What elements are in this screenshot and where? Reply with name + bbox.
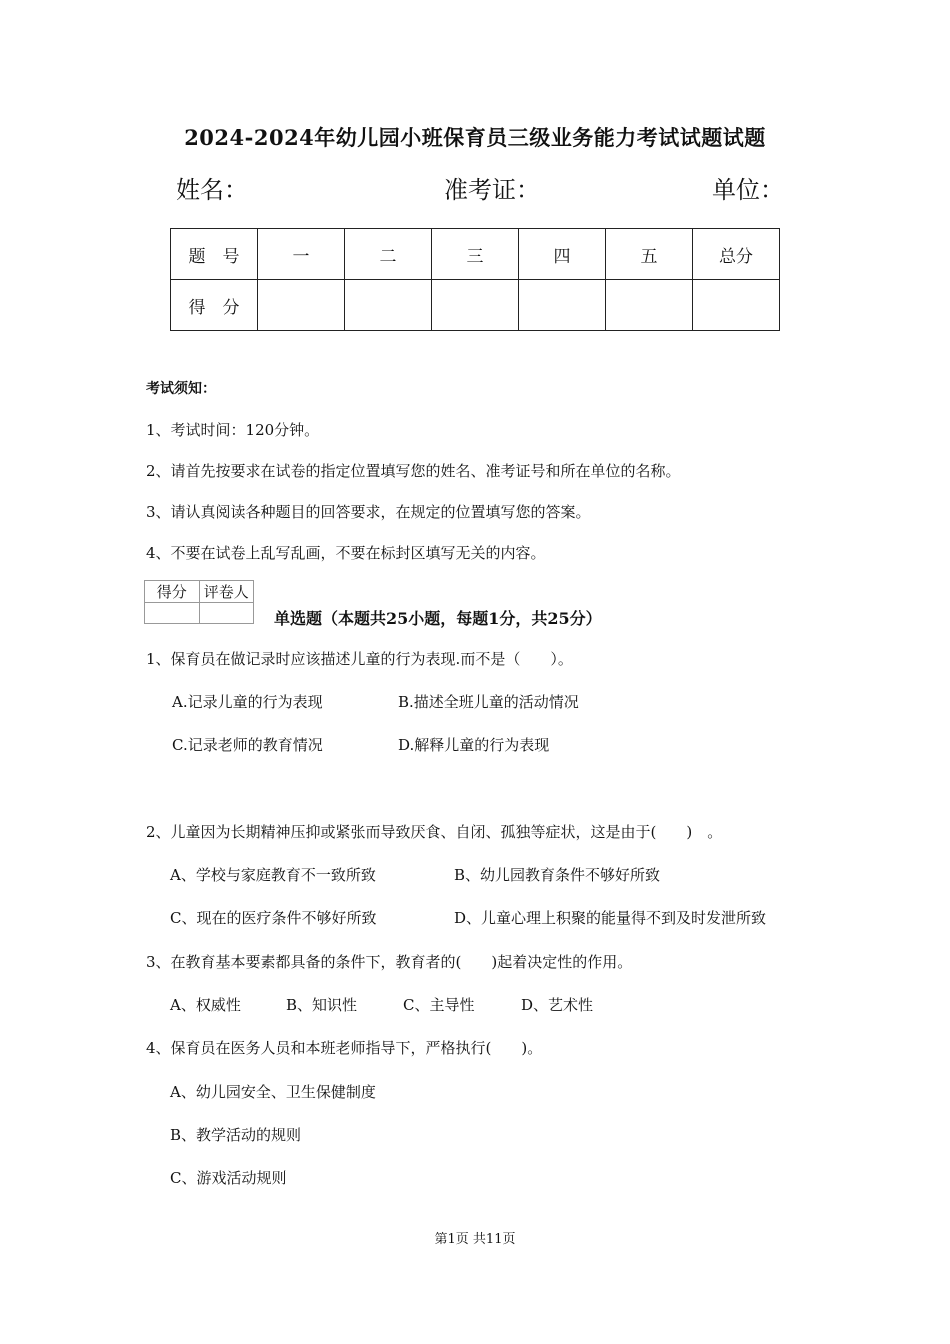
notice-item: 2、请首先按要求在试卷的指定位置填写您的姓名、准考证号和所在单位的名称。 — [146, 462, 681, 480]
score-table — [170, 228, 780, 331]
score-header-cell: 二 — [345, 229, 432, 280]
notice-item: 3、请认真阅读各种题目的回答要求，在规定的位置填写您的答案。 — [146, 503, 591, 521]
notice-item: 1、考试时间：120分钟。 — [146, 421, 320, 439]
section-title: 单选题（本题共25小题，每题1分，共25分） — [274, 609, 602, 628]
page-title: 2024-2024年幼儿园小班保育员三级业务能力考试试题试题 — [184, 125, 766, 150]
score-header-cell: 题 号 — [171, 229, 258, 280]
score-table-score-row — [171, 280, 780, 331]
question-option: D、艺术性 — [521, 996, 594, 1014]
score-header-cell: 总分 — [693, 229, 780, 280]
score-header-cell: 三 — [432, 229, 519, 280]
question-option: A、幼儿园安全、卫生保健制度 — [170, 1083, 376, 1101]
name-field-label: 姓名： — [176, 176, 248, 204]
question-option: A、学校与家庭教育不一致所致 — [170, 866, 376, 884]
question-option: A.记录儿童的行为表现 — [172, 693, 323, 711]
question-stem: 1、保育员在做记录时应该描述儿童的行为表现.而不是（ ）。 — [146, 650, 573, 668]
unit-field-label: 单位： — [712, 176, 784, 204]
score-table-header-row — [171, 229, 780, 280]
notice-item: 4、不要在试卷上乱写乱画，不要在标封区填写无关的内容。 — [146, 544, 546, 562]
score-cell[interactable] — [519, 280, 606, 331]
notice-heading: 考试须知： — [146, 381, 216, 397]
question-option: B、知识性 — [286, 996, 358, 1014]
question-option: B.描述全班儿童的活动情况 — [398, 693, 579, 711]
score-header-cell: 四 — [519, 229, 606, 280]
score-cell[interactable] — [345, 280, 432, 331]
score-cell[interactable] — [606, 280, 693, 331]
question-option: C、游戏活动规则 — [170, 1169, 287, 1187]
score-cell[interactable] — [258, 280, 345, 331]
question-option: D、儿童心理上积聚的能量得不到及时发泄所致 — [454, 909, 767, 927]
grader-score-label: 得分 — [145, 581, 200, 603]
question-option: B、幼儿园教育条件不够好所致 — [454, 866, 661, 884]
grader-name-cell[interactable] — [199, 603, 254, 624]
score-cell[interactable] — [693, 280, 780, 331]
page-footer: 第1页 共11页 — [434, 1232, 516, 1247]
grader-score-cell[interactable] — [145, 603, 200, 624]
question-option: D.解释儿童的行为表现 — [398, 736, 550, 754]
score-header-cell: 五 — [606, 229, 693, 280]
score-cell[interactable] — [432, 280, 519, 331]
exam-id-field-label: 准考证： — [444, 176, 540, 204]
score-row-label: 得 分 — [171, 280, 258, 331]
question-stem: 3、在教育基本要素都具备的条件下，教育者的( )起着决定性的作用。 — [146, 953, 633, 971]
question-option: B、教学活动的规则 — [170, 1126, 302, 1144]
grader-box — [144, 580, 254, 624]
score-header-cell: 一 — [258, 229, 345, 280]
question-option: C.记录老师的教育情况 — [172, 736, 323, 754]
question-option: C、现在的医疗条件不够好所致 — [170, 909, 377, 927]
question-stem: 4、保育员在医务人员和本班老师指导下，严格执行( )。 — [146, 1039, 543, 1057]
question-option: C、主导性 — [403, 996, 475, 1014]
question-option: A、权威性 — [170, 996, 241, 1014]
question-stem: 2、儿童因为长期精神压抑或紧张而导致厌食、自闭、孤独等症状，这是由于( ) 。 — [146, 823, 723, 841]
grader-name-label: 评卷人 — [199, 581, 254, 603]
